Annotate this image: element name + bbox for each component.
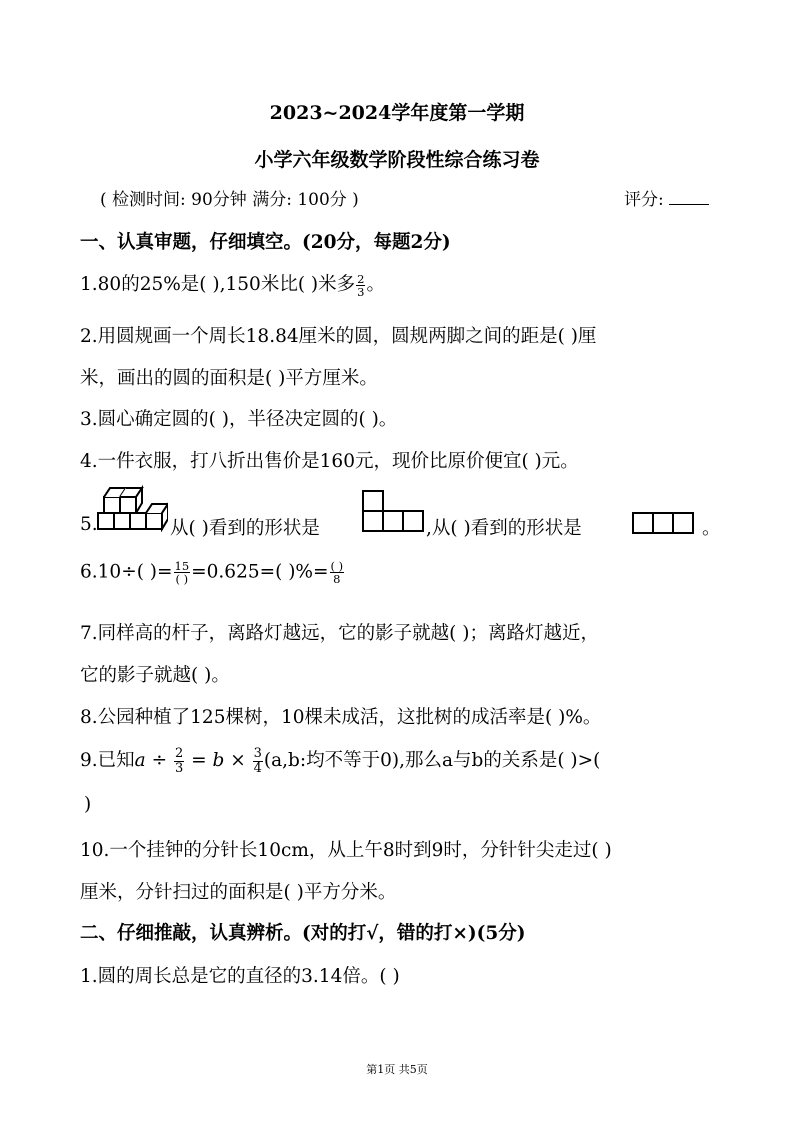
- fraction-denominator: 4: [253, 760, 262, 776]
- page-footer: 第1页 共5页: [366, 1063, 428, 1076]
- question-4: 4.一件衣服，打八折出售价是160元，现价比原价便宜( )元。: [80, 451, 579, 472]
- question-9-line-2: ): [84, 794, 92, 815]
- equals-sign: =: [185, 750, 213, 771]
- score-blank: [669, 190, 709, 205]
- question-9: [80, 746, 600, 776]
- question-6-part-a: 6.10÷( )=: [80, 561, 173, 583]
- fraction-denominator: 3: [174, 760, 184, 776]
- exam-info: ( 检测时间: 90分钟 满分: 100分 ): [100, 190, 359, 210]
- question-7-line-2: 它的影子就越( )。: [80, 665, 230, 686]
- question-10-line-1: 10.一个挂钟的分针长10cm，从上午8时到9时，分针针尖走过( ): [80, 840, 612, 861]
- divide-sign: ÷: [145, 750, 173, 771]
- score-label: 评分:: [624, 190, 664, 210]
- question-1-text: 1.80的25%是( ),150米比( )米多: [80, 274, 356, 295]
- question-5-part-a: 从( )看到的形状是: [170, 518, 320, 539]
- question-9-prefix: 9.已知: [80, 750, 135, 771]
- fraction-denominator: 3: [357, 284, 365, 299]
- fraction-numerator: 2: [174, 745, 184, 761]
- view-shape-2: [632, 512, 694, 534]
- cube-stack-figure: [96, 484, 168, 532]
- question-2-line-2: 米，画出的圆的面积是( )平方厘米。: [80, 368, 378, 389]
- exam-title: 小学六年级数学阶段性综合练习卷: [254, 149, 540, 171]
- fraction-numerator: 2: [357, 271, 365, 286]
- fraction-numerator: ( ): [330, 559, 344, 573]
- question-7-line-1: 7.同样高的杆子，离路灯越远，它的影子就越( )；离路灯越近，: [80, 623, 599, 644]
- fraction-two-thirds: [356, 273, 365, 298]
- question-5-part-b: ,从( )看到的形状是: [426, 518, 582, 539]
- view-shape-1: [362, 490, 424, 534]
- fraction-two-thirds: [174, 747, 184, 776]
- variable-b: b: [212, 750, 225, 771]
- question-5-number: 5.: [80, 514, 98, 535]
- score-field: [624, 185, 709, 210]
- question-3: 3.圆心确定圆的( )，半径决定圆的( )。: [80, 409, 398, 430]
- fraction-15-over-blank: [174, 560, 191, 585]
- exam-title-year: 2023~2024学年度第一学期: [269, 102, 525, 124]
- question-2-line-1: 2.用圆规画一个周长18.84厘米的圆，圆规两脚之间的距是( )厘: [80, 326, 597, 347]
- question-6: [80, 560, 345, 585]
- question-10-line-2: 厘米，分针扫过的面积是( )平方分米。: [80, 882, 397, 903]
- fraction-denominator: ( ): [175, 572, 189, 586]
- multiply-sign: ×: [224, 750, 252, 771]
- question-6-part-b: =0.625=( )%=: [191, 561, 329, 583]
- fraction-denominator: 8: [333, 572, 341, 586]
- question-8: 8.公园种植了125棵树，10棵未成活，这批树的成活率是( )%。: [80, 707, 602, 728]
- question-1: [80, 270, 385, 298]
- section-2-question-1: 1.圆的周长总是它的直径的3.14倍。( ): [80, 966, 400, 987]
- question-5-end: 。: [702, 518, 721, 539]
- section-1-heading: 一、认真审题，仔细填空。(20分，每题2分): [80, 232, 451, 253]
- variable-a: a: [134, 750, 146, 771]
- fraction-numerator: 15: [174, 559, 190, 573]
- fraction-three-quarters: [253, 747, 263, 776]
- question-9-rest: (a,b:均不等于0),那么a与b的关系是( )>(: [263, 750, 601, 771]
- question-1-end: 。: [366, 274, 385, 295]
- fraction-blank-over-8: [330, 560, 345, 585]
- fraction-numerator: 3: [253, 745, 262, 761]
- section-2-heading: 二、仔细推敲，认真辨析。(对的打√，错的打×)(5分): [80, 923, 526, 944]
